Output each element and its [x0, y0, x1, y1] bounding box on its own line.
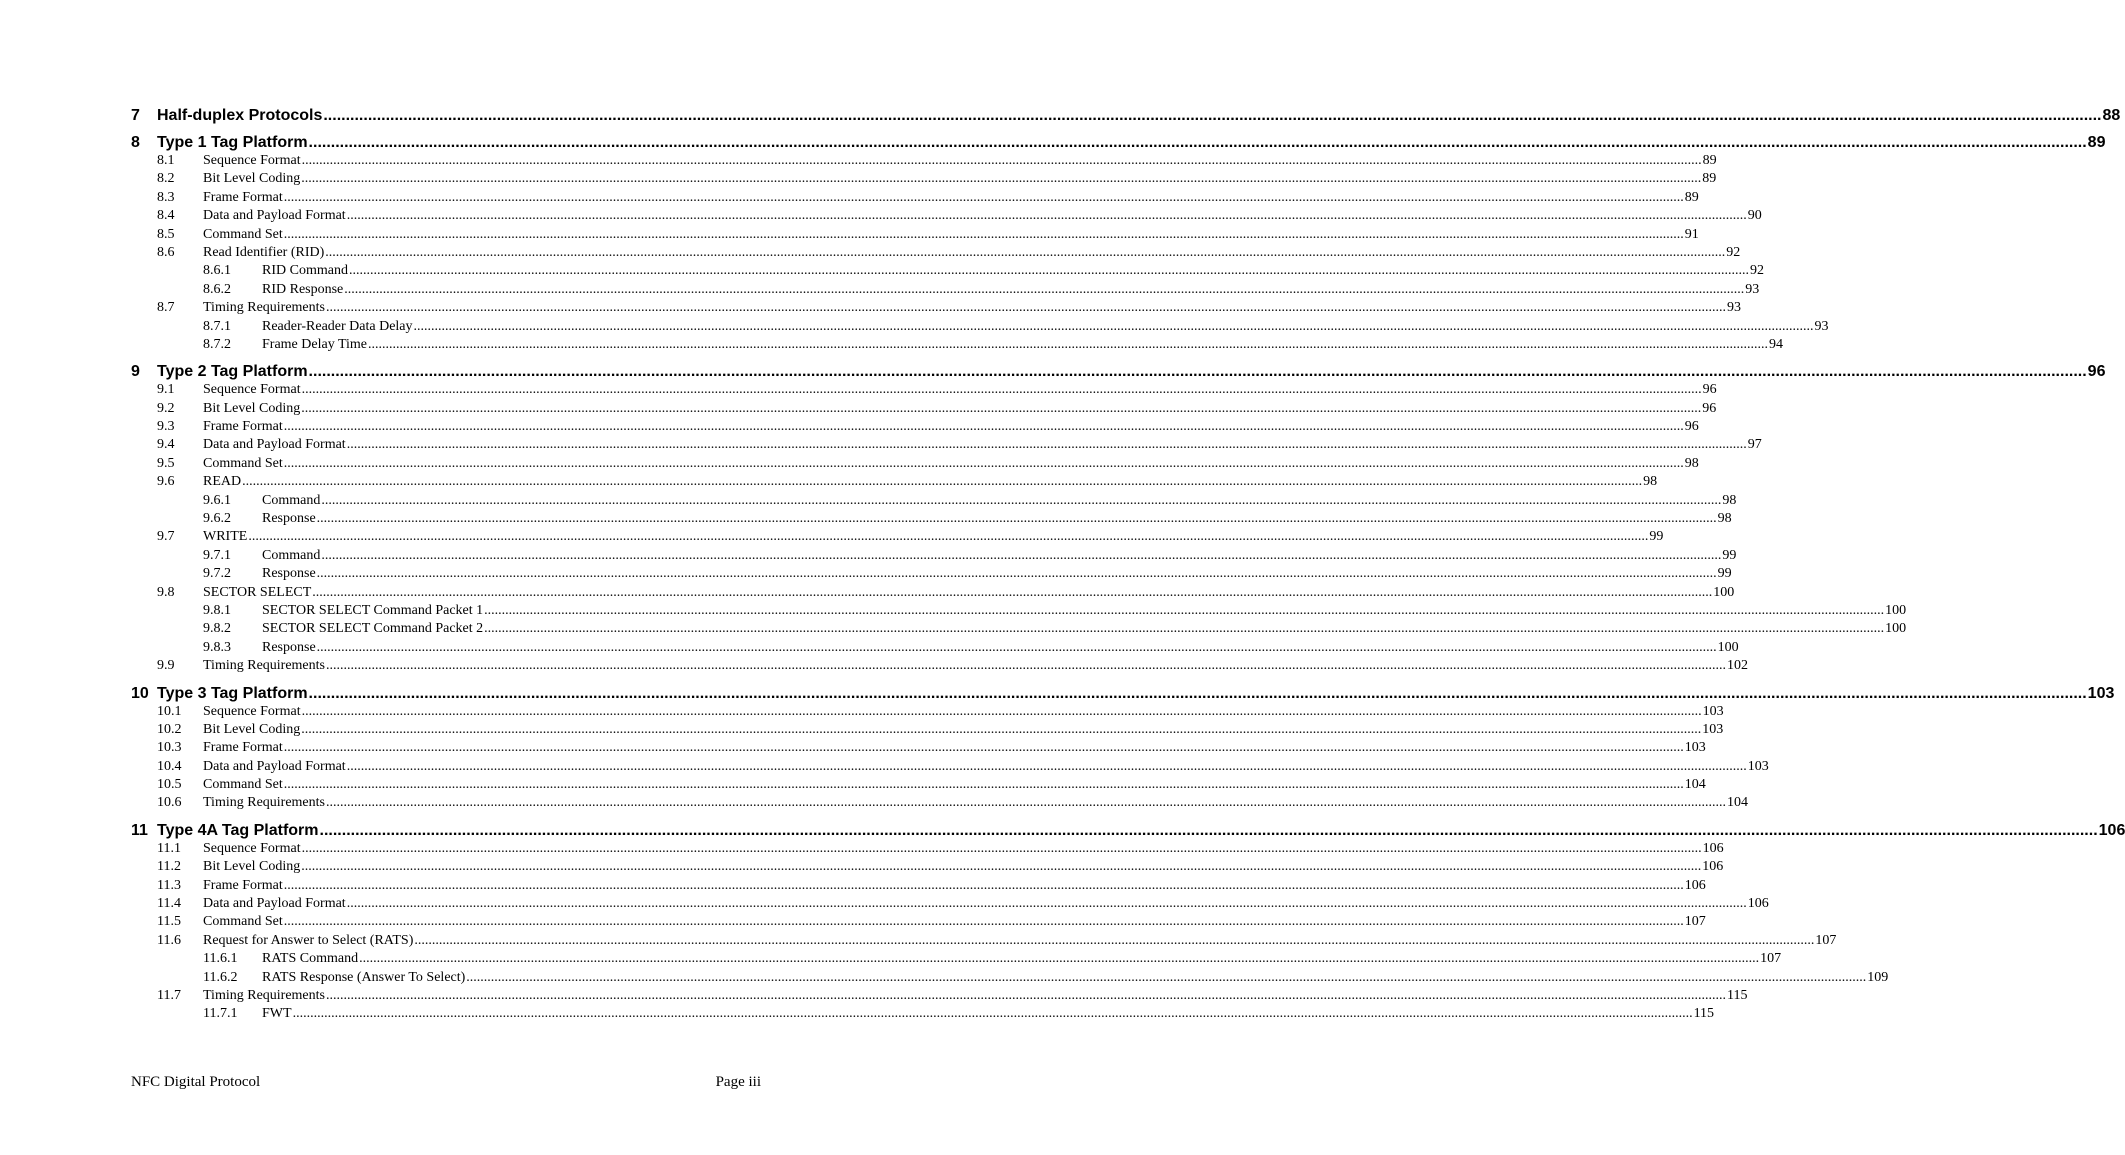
toc-entry-number: 8.6.2: [203, 281, 231, 297]
toc-dot-leader: ................................................................................................................................................................................................................................................................................................................................................................................................................: [301, 400, 1702, 416]
toc-entry[interactable]: [131, 299, 1741, 317]
toc-entry-page: 97: [1747, 437, 1762, 453]
toc-entry[interactable]: [131, 565, 1732, 583]
toc-entry-number: 8.7.2: [203, 336, 231, 352]
toc-entry-number: 11.6.1: [203, 951, 238, 967]
toc-dot-leader: ................................................................................................................................................................................................................................................................................................................................................................................................................: [413, 318, 1814, 334]
toc-entry[interactable]: [131, 950, 1782, 968]
toc-entry-title: Sequence Format: [203, 382, 301, 398]
toc-dot-leader: ................................................................................................................................................................................................................................................................................................................................................................................................................: [316, 639, 1717, 655]
toc-entry-page: 115: [1693, 1006, 1715, 1022]
toc-dot-leader: ................................................................................................................................................................................................................................................................................................................................................................................................................: [312, 584, 1713, 600]
toc-entry-page: 107: [1760, 951, 1782, 967]
toc-entry[interactable]: [131, 281, 1760, 299]
footer-document-title: NFC Digital Protocol: [131, 1074, 261, 1090]
toc-entry-number: 9.3: [157, 419, 175, 435]
toc-entry-title: RID Response: [262, 281, 344, 297]
toc-entry-number: 9: [131, 363, 140, 381]
toc-entry-page: 106: [1684, 877, 1706, 893]
toc-entry-number: 9.6: [157, 474, 175, 490]
toc-entry-page: 107: [1815, 932, 1837, 948]
toc-entry[interactable]: [131, 1005, 1715, 1023]
toc-entry-page: 106: [1747, 896, 1769, 912]
toc-entry-number: 10: [131, 684, 149, 702]
toc-entry-title: Command: [262, 492, 321, 508]
toc-entry-number: 8: [131, 134, 140, 151]
toc-entry-title: Timing Requirements: [203, 988, 325, 1003]
toc-entry-title: Timing Requirements: [203, 795, 325, 811]
toc-entry[interactable]: [131, 152, 1717, 170]
toc-entry-title: Bit Level Coding: [203, 400, 301, 416]
toc-entry[interactable]: [131, 207, 1762, 225]
toc-entry-page: 89: [1702, 171, 1717, 187]
toc-entry[interactable]: [131, 226, 1699, 244]
toc-entry-title: SECTOR SELECT: [203, 584, 312, 600]
toc-entry-page: 115: [1727, 988, 1748, 1003]
toc-entry-page: 89: [2087, 134, 2106, 151]
toc-dot-leader: ................................................................................................................................................................................................................................................................................................................................................................................................................: [414, 932, 1815, 948]
toc-entry-page: 100: [1885, 602, 1907, 618]
toc-dot-leader: ................................................................................................................................................................................................................................................................................................................................................................................................................: [344, 281, 1745, 297]
toc-dot-leader: ................................................................................................................................................................................................................................................................................................................................................................................................................: [301, 721, 1702, 737]
toc-dot-leader: ................................................................................................................................................................................................................................................................................................................................................................................................................: [301, 840, 1702, 856]
toc-entry-number: 8.7.1: [203, 318, 231, 334]
toc-entry[interactable]: [131, 795, 1748, 813]
toc-entry-page: 103: [1702, 721, 1724, 737]
toc-dot-leader: ................................................................................................................................................................................................................................................................................................................................................................................................................: [248, 529, 1649, 545]
toc-dot-leader: ................................................................................................................................................................................................................................................................................................................................................................................................................: [292, 1006, 1693, 1022]
toc-dot-leader: ................................................................................................................................................................................................................................................................................................................................................................................................................: [316, 566, 1717, 582]
toc-entry-page: 102: [1727, 658, 1748, 674]
toc-entry-title: Timing Requirements: [203, 300, 325, 316]
toc-entry-page: 99: [1717, 566, 1732, 582]
toc-entry[interactable]: [131, 362, 2106, 381]
toc-entry-title: SECTOR SELECT Command Packet 1: [262, 602, 484, 618]
toc-entry-title: WRITE: [203, 529, 248, 545]
toc-entry-number: 9.6.2: [203, 511, 231, 527]
toc-dot-leader: ................................................................................................................................................................................................................................................................................................................................................................................................................: [348, 263, 1749, 279]
toc-entry-number: 9.1: [157, 382, 175, 398]
toc-entry-number: 9.7: [157, 529, 175, 545]
toc-entry-number: 9.7.1: [203, 547, 231, 563]
toc-entry-number: 9.4: [157, 437, 175, 453]
toc-entry-number: 9.8.2: [203, 621, 231, 637]
toc-entry-page: 99: [1722, 547, 1737, 563]
toc-entry-number: 8.1: [157, 152, 175, 168]
toc-entry-number: 9.2: [157, 400, 175, 416]
toc-entry-title: Sequence Format: [203, 840, 301, 856]
toc-entry[interactable]: [131, 969, 1889, 987]
toc-entry[interactable]: [131, 602, 1907, 620]
toc-entry-number: 7: [131, 107, 140, 124]
toc-dot-leader: ................................................................................................................................................................................................................................................................................................................................................................................................................: [321, 492, 1722, 508]
toc-entry-number: 11.3: [157, 877, 181, 893]
toc-entry-page: 107: [1684, 914, 1706, 930]
toc-entry-title: Data and Payload Format: [203, 437, 346, 453]
toc-entry-title: Reader-Reader Data Delay: [262, 318, 413, 334]
toc-dot-leader: ................................................................................................................................................................................................................................................................................................................................................................................................................: [308, 134, 2087, 151]
toc-entry-title: Request for Answer to Select (RATS): [203, 932, 414, 948]
toc-entry-title: Type 4A Tag Platform: [157, 821, 319, 839]
toc-entry-title: RID Command: [262, 263, 348, 279]
toc-entry-title: Command: [262, 547, 321, 563]
toc-entry[interactable]: [131, 684, 2115, 703]
toc-dot-leader: ................................................................................................................................................................................................................................................................................................................................................................................................................: [326, 795, 1726, 811]
toc-entry-title: Type 3 Tag Platform: [157, 684, 308, 702]
toc-entry-title: RATS Response (Answer To Select): [262, 969, 466, 985]
toc-entry-title: Sequence Format: [203, 152, 301, 168]
toc-dot-leader: ................................................................................................................................................................................................................................................................................................................................................................................................................: [301, 382, 1702, 398]
toc-entry[interactable]: [131, 821, 2125, 840]
toc-entry-number: 11.7: [157, 988, 181, 1003]
toc-entry-number: 11: [131, 821, 148, 839]
toc-entry-page: 89: [1702, 152, 1717, 168]
toc-entry-number: 11.4: [157, 896, 181, 912]
toc-entry-title: Command Set: [203, 777, 283, 793]
toc-dot-leader: ................................................................................................................................................................................................................................................................................................................................................................................................................: [283, 740, 1684, 756]
toc-entry[interactable]: [131, 244, 1741, 262]
toc-dot-leader: ................................................................................................................................................................................................................................................................................................................................................................................................................: [368, 336, 1768, 352]
toc-entry-number: 8.6: [157, 244, 175, 260]
toc-entry[interactable]: [131, 436, 1762, 454]
toc-entry-number: 8.5: [157, 226, 175, 242]
toc-entry-page: 93: [1745, 281, 1760, 297]
toc-entry-title: Half-duplex Protocols: [157, 107, 323, 124]
toc-entry-title: Bit Level Coding: [203, 859, 301, 875]
toc-entry-number: 11.2: [157, 859, 181, 875]
toc-entry-page: 100: [1713, 584, 1735, 600]
toc-entry-title: RATS Command: [262, 951, 359, 967]
toc-dot-leader: ................................................................................................................................................................................................................................................................................................................................................................................................................: [283, 914, 1684, 930]
toc-entry[interactable]: [131, 758, 1769, 776]
toc-entry-page: 98: [1684, 455, 1699, 471]
toc-dot-leader: ................................................................................................................................................................................................................................................................................................................................................................................................................: [466, 969, 1867, 985]
toc-entry-number: 11.5: [157, 914, 181, 930]
toc-entry-page: 103: [1747, 758, 1769, 774]
toc-entry[interactable]: [131, 133, 2106, 152]
toc-dot-leader: ................................................................................................................................................................................................................................................................................................................................................................................................................: [321, 547, 1722, 563]
toc-entry-title: Type 1 Tag Platform: [157, 134, 308, 151]
toc-entry[interactable]: [131, 381, 1717, 399]
toc-entry[interactable]: [131, 170, 1717, 188]
toc-entry[interactable]: [131, 492, 1737, 510]
toc-entry[interactable]: [131, 547, 1737, 565]
toc-entry-number: 9.8.1: [203, 602, 231, 618]
toc-entry-title: Timing Requirements: [203, 658, 325, 674]
toc-entry-number: 9.8.3: [203, 639, 231, 655]
toc-entry-number: 10.3: [157, 740, 182, 756]
toc-entry-title: Read Identifier (RID): [203, 244, 325, 260]
toc-dot-leader: ................................................................................................................................................................................................................................................................................................................................................................................................................: [283, 455, 1684, 471]
toc-entry-number: 9.9: [157, 658, 175, 674]
toc-entry[interactable]: [131, 318, 1829, 336]
toc-dot-leader: ................................................................................................................................................................................................................................................................................................................................................................................................................: [484, 621, 1885, 637]
footer-page-number: Page iii: [715, 1074, 761, 1090]
toc-entry-page: 109: [1867, 969, 1889, 985]
toc-dot-leader: ................................................................................................................................................................................................................................................................................................................................................................................................................: [326, 988, 1726, 1003]
toc-entry-page: 100: [1717, 639, 1739, 655]
toc-entry-title: Frame Format: [203, 877, 283, 893]
toc-entry[interactable]: [131, 400, 1717, 418]
toc-entry-title: Command Set: [203, 226, 283, 242]
toc-entry-title: Response: [262, 511, 316, 527]
toc-dot-leader: ................................................................................................................................................................................................................................................................................................................................................................................................................: [283, 777, 1684, 793]
toc-entry-page: 104: [1727, 795, 1748, 811]
toc-dot-leader: ................................................................................................................................................................................................................................................................................................................................................................................................................: [484, 602, 1885, 618]
toc-dot-leader: ................................................................................................................................................................................................................................................................................................................................................................................................................: [316, 511, 1717, 527]
toc-entry-title: Sequence Format: [203, 703, 301, 719]
toc-entry-title: Data and Payload Format: [203, 758, 346, 774]
toc-entry[interactable]: [131, 987, 1748, 1005]
toc-dot-leader: ................................................................................................................................................................................................................................................................................................................................................................................................................: [301, 152, 1702, 168]
toc-entry-title: Data and Payload Format: [203, 208, 346, 224]
toc-entry-number: 10.5: [157, 777, 182, 793]
toc-entry-page: 89: [1684, 189, 1699, 205]
toc-dot-leader: ................................................................................................................................................................................................................................................................................................................................................................................................................: [346, 896, 1747, 912]
toc-entry-page: 93: [1814, 318, 1829, 334]
toc-entry-number: 10.4: [157, 758, 182, 774]
toc-entry-page: 94: [1769, 336, 1783, 352]
toc-entry-page: 106: [2098, 821, 2125, 839]
toc-entry[interactable]: [131, 840, 1724, 858]
toc-entry-number: 8.2: [157, 171, 175, 187]
toc-entry[interactable]: [131, 721, 1724, 739]
toc-entry-page: 106: [1702, 840, 1724, 856]
toc-entry-page: 103: [2087, 684, 2115, 702]
toc-dot-leader: ................................................................................................................................................................................................................................................................................................................................................................................................................: [242, 474, 1643, 490]
toc-entry-number: 10.2: [157, 721, 182, 737]
toc-entry[interactable]: [131, 657, 1748, 675]
toc-entry[interactable]: [131, 639, 1739, 657]
toc-entry-number: 10.1: [157, 703, 182, 719]
toc-entry-number: 8.3: [157, 189, 175, 205]
toc-entry-page: 103: [1702, 703, 1724, 719]
toc-entry[interactable]: [131, 877, 1706, 895]
toc-entry-number: 8.7: [157, 300, 175, 316]
toc-dot-leader: ................................................................................................................................................................................................................................................................................................................................................................................................................: [283, 226, 1684, 242]
toc-entry-title: Command Set: [203, 455, 283, 471]
toc-entry[interactable]: [131, 189, 1699, 207]
toc-entry-page: 99: [1649, 529, 1664, 545]
toc-entry-page: 92: [1749, 263, 1764, 279]
toc-dot-leader: ................................................................................................................................................................................................................................................................................................................................................................................................................: [346, 437, 1747, 453]
toc-entry-page: 96: [1702, 382, 1717, 398]
toc-entry-page: 104: [1684, 777, 1706, 793]
toc-dot-leader: ................................................................................................................................................................................................................................................................................................................................................................................................................: [308, 684, 2087, 702]
toc-entry-title: READ: [203, 474, 242, 490]
toc-entry[interactable]: [131, 739, 1706, 757]
toc-dot-leader: ................................................................................................................................................................................................................................................................................................................................................................................................................: [359, 951, 1760, 967]
toc-entry[interactable]: [131, 913, 1706, 931]
toc-entry-page: 91: [1684, 226, 1699, 242]
page-footer: [131, 1074, 761, 1091]
toc-entry-number: 9.6.1: [203, 492, 231, 508]
toc-entry-page: 88: [2102, 107, 2121, 124]
table-of-contents: [131, 106, 2125, 1024]
toc-entry[interactable]: [131, 858, 1724, 876]
toc-entry[interactable]: [131, 510, 1732, 528]
toc-entry-page: 92: [1726, 244, 1741, 260]
toc-entry-title: FWT: [262, 1006, 292, 1022]
toc-entry-number: 9.8: [157, 584, 175, 600]
toc-entry-number: 9.5: [157, 455, 175, 471]
toc-entry-number: 10.6: [157, 795, 182, 811]
toc-entry-title: Frame Delay Time: [262, 336, 367, 352]
toc-dot-leader: ................................................................................................................................................................................................................................................................................................................................................................................................................: [283, 419, 1684, 435]
toc-entry[interactable]: [131, 703, 1724, 721]
toc-entry-title: Frame Format: [203, 419, 283, 435]
toc-entry-number: 11.6.2: [203, 969, 238, 985]
toc-entry[interactable]: [131, 106, 2121, 125]
toc-entry-page: 103: [1684, 740, 1706, 756]
toc-dot-leader: ................................................................................................................................................................................................................................................................................................................................................................................................................: [301, 703, 1702, 719]
toc-entry-number: 8.6.1: [203, 263, 231, 279]
toc-dot-leader: ................................................................................................................................................................................................................................................................................................................................................................................................................: [283, 877, 1684, 893]
toc-dot-leader: ................................................................................................................................................................................................................................................................................................................................................................................................................: [323, 107, 2102, 124]
toc-entry[interactable]: [131, 455, 1699, 473]
toc-dot-leader: ................................................................................................................................................................................................................................................................................................................................................................................................................: [301, 171, 1702, 187]
toc-entry[interactable]: [131, 932, 1837, 950]
toc-entry-page: 93: [1727, 300, 1741, 316]
toc-entry-number: 8.4: [157, 208, 175, 224]
toc-entry-number: 11.7.1: [203, 1006, 238, 1022]
toc-entry-page: 106: [1702, 859, 1724, 875]
toc-entry[interactable]: [131, 336, 1783, 354]
toc-entry-number: 11.1: [157, 840, 181, 856]
toc-dot-leader: ................................................................................................................................................................................................................................................................................................................................................................................................................: [283, 189, 1684, 205]
toc-entry-title: Type 2 Tag Platform: [157, 363, 308, 381]
toc-entry-page: 98: [1722, 492, 1737, 508]
toc-entry[interactable]: [131, 262, 1764, 280]
toc-entry-title: Data and Payload Format: [203, 896, 346, 912]
toc-entry-title: Response: [262, 639, 316, 655]
toc-entry[interactable]: [131, 528, 1664, 546]
toc-entry-page: 98: [1643, 474, 1658, 490]
toc-dot-leader: ................................................................................................................................................................................................................................................................................................................................................................................................................: [346, 208, 1747, 224]
toc-entry[interactable]: [131, 620, 1907, 638]
toc-entry-page: 96: [1702, 400, 1717, 416]
toc-entry-page: 96: [2087, 363, 2106, 381]
toc-dot-leader: ................................................................................................................................................................................................................................................................................................................................................................................................................: [308, 363, 2087, 381]
toc-entry-page: 96: [1684, 419, 1699, 435]
toc-entry[interactable]: [131, 473, 1658, 491]
toc-entry-page: 90: [1747, 208, 1762, 224]
toc-dot-leader: ................................................................................................................................................................................................................................................................................................................................................................................................................: [325, 244, 1726, 260]
toc-entry[interactable]: [131, 584, 1735, 602]
toc-entry[interactable]: [131, 418, 1699, 436]
toc-entry-page: 98: [1717, 511, 1732, 527]
toc-entry-page: 100: [1885, 621, 1907, 637]
toc-dot-leader: ................................................................................................................................................................................................................................................................................................................................................................................................................: [326, 658, 1726, 674]
toc-dot-leader: ................................................................................................................................................................................................................................................................................................................................................................................................................: [346, 758, 1747, 774]
toc-entry-title: Command Set: [203, 914, 283, 930]
toc-entry[interactable]: [131, 895, 1769, 913]
toc-entry-title: Frame Format: [203, 740, 283, 756]
toc-entry-number: 11.6: [157, 932, 181, 948]
toc-entry-title: Response: [262, 566, 316, 582]
toc-entry-title: SECTOR SELECT Command Packet 2: [262, 621, 484, 637]
toc-dot-leader: ................................................................................................................................................................................................................................................................................................................................................................................................................: [319, 821, 2098, 839]
toc-entry-title: Bit Level Coding: [203, 721, 301, 737]
toc-dot-leader: ................................................................................................................................................................................................................................................................................................................................................................................................................: [301, 859, 1702, 875]
toc-entry-title: Frame Format: [203, 189, 283, 205]
toc-entry-title: Bit Level Coding: [203, 171, 301, 187]
toc-dot-leader: ................................................................................................................................................................................................................................................................................................................................................................................................................: [326, 300, 1726, 316]
toc-entry[interactable]: [131, 776, 1706, 794]
toc-entry-number: 9.7.2: [203, 566, 231, 582]
